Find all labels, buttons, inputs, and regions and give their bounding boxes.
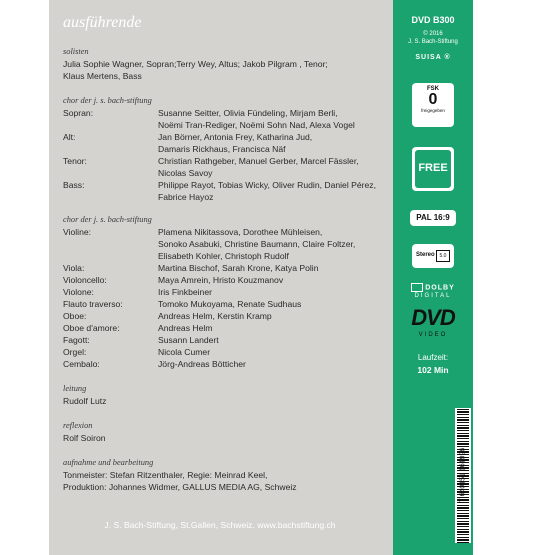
choir-members: Jan Börner, Antonia Frey, Katharina Jud, (158, 132, 313, 142)
fsk-age: 0 (428, 91, 438, 108)
orchestra-members: Andreas Helm (158, 323, 213, 333)
page-title: ausführende (63, 14, 142, 31)
choir-heading: chor der j. s. bach-stiftung (63, 96, 152, 105)
choir-label: Alt: (63, 132, 76, 142)
copyright-holder: J. S. Bach-Stiftung (408, 39, 458, 45)
dolby-label (393, 283, 473, 292)
barcode-number: 7 640151 161996 (459, 447, 467, 503)
choir-members: Christian Rathgeber, Manuel Gerber, Marcel Fässler, (158, 156, 359, 166)
pal-badge (410, 210, 456, 226)
runtime-value: 102 Min (417, 365, 449, 375)
choir-members: Nicolas Savoy (158, 168, 213, 178)
fsk-label: FSK (427, 86, 439, 92)
choir-members: Noëmi Tran-Rediger, Noëmi Sohn Nad, Alexa Vogel (158, 120, 355, 130)
orchestra-label: Flauto traverso: (63, 299, 123, 309)
recording-line: Produktion: Johannes Widmer, GALLUS MEDIA AG, Schweiz (63, 482, 297, 492)
orchestra-label: Viola: (63, 263, 85, 273)
orchestra-label: Fagott: (63, 335, 90, 345)
orchestra-members: Elisabeth Kohler, Christoph Rudolf (158, 251, 289, 261)
pal-label: PAL 16:9 (416, 213, 450, 222)
orchestra-members: Nicola Cumer (158, 347, 211, 357)
dvd-video-logo: DVD (411, 305, 455, 330)
fsk-status: freigegeben (421, 108, 445, 113)
runtime-label: Laufzeit: (417, 353, 449, 362)
choir-members: Philippe Rayot, Tobias Wicky, Oliver Rudin, Daniel Pérez, (158, 180, 376, 190)
stereo-box: 5.0 (436, 250, 450, 262)
region-free-logo (412, 147, 454, 191)
footer-text: J. S. Bach-Stiftung, St.Gallen, Schweiz. www.bachstiftung.ch (104, 520, 336, 530)
reflexion-heading: reflexion (63, 421, 93, 430)
orchestra-label: Cembalo: (63, 359, 100, 369)
reflexion-name: Rolf Soiron (63, 433, 106, 443)
digital-label: DIGITAL (414, 293, 452, 299)
video-label: VIDEO (418, 332, 448, 338)
leitung-name: Rudolf Lutz (63, 396, 107, 406)
stereo-label: Stereo (416, 252, 435, 258)
choir-label: Tenor: (63, 156, 87, 166)
dolby-icon (411, 283, 423, 292)
copyright-year: © 2016 (423, 31, 443, 37)
region-free-label: FREE (418, 162, 448, 174)
stereo-badge (412, 244, 454, 268)
orchestra-label: Oboe: (63, 311, 87, 321)
orchestra-members: Sonoko Asabuki, Christine Baumann, Claire Foltzer, (158, 239, 356, 249)
orchestra-members: Andreas Helm, Kerstin Kramp (158, 311, 272, 321)
orchestra-members: Plamena Nikitassova, Dorothee Mühleisen, (158, 227, 323, 237)
orchestra-members: Martina Bischof, Sarah Krone, Katya Polin (158, 263, 319, 273)
fsk-rating-logo (412, 83, 454, 127)
dvd-number: DVD B300 (411, 15, 455, 25)
orchestra-heading: chor der j. s. bach-stiftung (63, 215, 152, 224)
choir-label: Bass: (63, 180, 85, 190)
orchestra-members: Jörg-Andreas Bötticher (158, 359, 246, 369)
choir-label: Sopran: (63, 108, 94, 118)
orchestra-members: Maya Amrein, Hristo Kouzmanov (158, 275, 284, 285)
suisa-label: SUISA ® (415, 54, 451, 61)
recording-line: Tonmeister: Stefan Ritzenthaler, Regie: Meinrad Keel, (63, 470, 268, 480)
orchestra-label: Violoncello: (63, 275, 107, 285)
choir-members: Damaris Rickhaus, Francisca Näf (158, 144, 286, 154)
choir-members: Fabrice Hayoz (158, 192, 214, 202)
recording-heading: aufnahme und bearbeitung (63, 458, 154, 467)
soloists-heading: solisten (63, 47, 89, 56)
orchestra-label: Violine: (63, 227, 92, 237)
orchestra-members: Iris Finkbeiner (158, 287, 212, 297)
orchestra-members: Tomoko Mukoyama, Renate Sudhaus (158, 299, 302, 309)
orchestra-label: Violone: (63, 287, 94, 297)
soloists-line: Klaus Mertens, Bass (63, 71, 142, 81)
orchestra-members: Susann Landert (158, 335, 219, 345)
soloists-line: Julia Sophie Wagner, Sopran;Terry Wey, Altus; Jakob Pilgram , Tenor; (63, 59, 328, 69)
leitung-heading: leitung (63, 384, 87, 393)
dolby-text: DOLBY (425, 284, 455, 292)
orchestra-label: Oboe d'amore: (63, 323, 120, 333)
choir-members: Susanne Seitter, Olivia Fündeling, Mirjam Berli, (158, 108, 338, 118)
orchestra-label: Orgel: (63, 347, 87, 357)
